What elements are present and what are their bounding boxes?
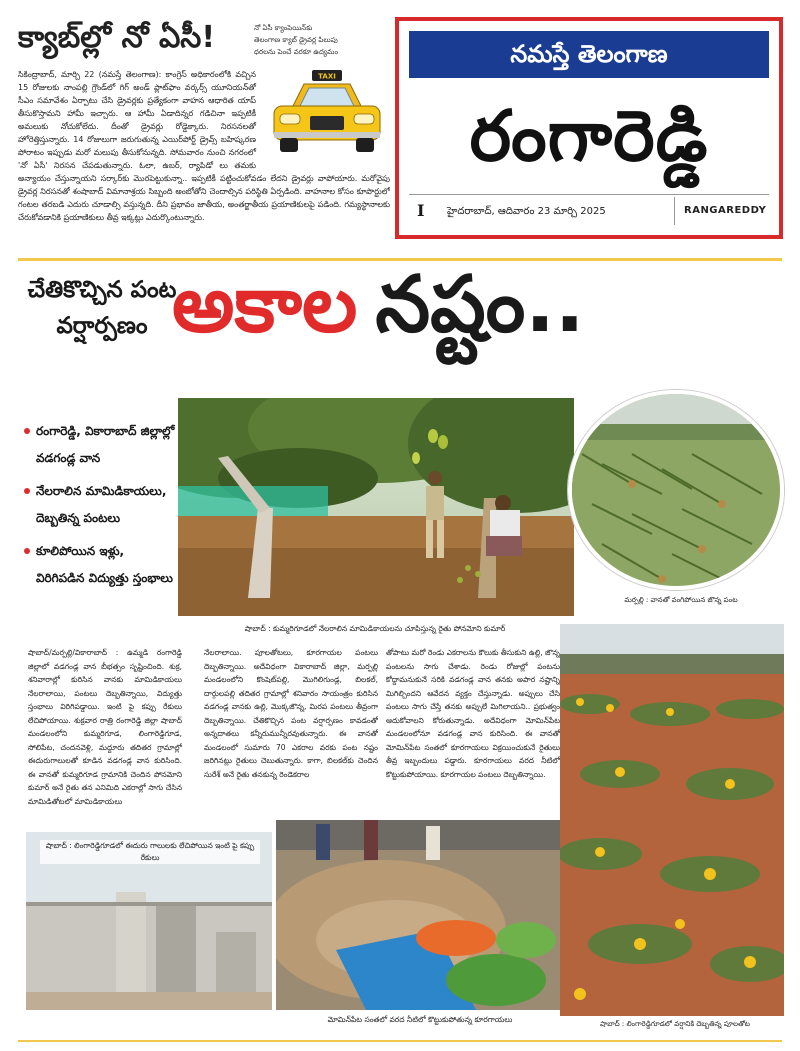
jowar-crop-photo xyxy=(568,390,784,590)
lead-kicker: చేతికొచ్చిన పంట వర్షార్పణం xyxy=(27,277,177,339)
cab-side-line: ధరలను పెంచే వరకూ ఉద్యమం xyxy=(254,48,339,56)
flooded-market-photo xyxy=(276,820,560,1010)
masthead-issue-mark: I xyxy=(417,201,425,220)
lead-bullets xyxy=(24,418,176,598)
masthead-rule xyxy=(409,194,769,195)
mango-orchard-photo xyxy=(178,398,574,616)
bottom-rule xyxy=(18,1040,782,1042)
cab-story-side-notes xyxy=(254,22,384,58)
market-caption: మోమిన్‌పేట సంతలో వరద నీటిలో కొట్టుకుపోతున్న కూరగాయలు xyxy=(327,1015,513,1024)
bullet-item: కూలిపోయిన ఇళ్లు, విరిగిపడిన విద్యుత్తు స్తంభాలు xyxy=(24,538,176,592)
taxi-sign-text: TAXI xyxy=(318,72,336,81)
article-column-2: నేలరాలాయి. పూలతోటలు, కూరగాయల పంటలు దెబ్బతిన్నాయి. అదేవిధంగా వికారాబాద్ జిల్లా, మర్పల్లి మండలంలోని కొంషెట్‌పల్లి, మొగిలిగుండ్ల, బిలకల్, దార్గులపల్లి తదితర గ్రామాల్లో శనివారం సాయంత్రం కురిసిన వడగండ్ల వానకు ఉల్లి, మొక్కజొన్న, మిరప పంటలు తీవ్రంగా దెబ్బతిన్నాయి. చేతికొచ్చిన పంట వర్షార్పణం కావడంతో అన్నదాతలు కన్నీరుమున్నీరవుతున్నారు. ఈ వానతో మండలంలో సుమారు 70 ఎకరాల వరకు పంట నష్టం జరిగినట్లు రైతులు చెబుతున్నారు. కాగా, బిలకల్‌కు చెందిన సురేశ్ అనే రైతు తనకున్న రెండెకరాల xyxy=(204,648,378,779)
masthead xyxy=(395,17,783,239)
flower-caption: షాబాద్ : లింగారెడ్డిగూడలో వర్షానికి దెబ్బతిన్న పూలతోట xyxy=(600,1020,750,1028)
masthead-date-row xyxy=(409,197,769,227)
article-column-1: షాబాద్/మర్పల్లి/వికారాబాద్ : ఉమ్మడి రంగారెడ్డి జిల్లాలో వడగండ్ల వాన బీభత్సం సృష్టించింది. శుక్ర, శనివారాల్లో కురిసిన వానకు మామిడికాయలు నేలరాలాయి, పంటలు దెబ్బతిన్నాయి, విద్యుత్తు స్తంభాలు విరిగిపడ్డాయి. ఇంటి పై కప్పు రేకులు లేచిపోయాయి. శుక్రవార రాత్రి రంగారెడ్డి జిల్లా షాబాద్ మండలంలోని కుమ్మరిగూడ, లింగారెడ్డిగూడ, సోలిపేట, చందనవెళ్లి, మద్దూరు తదితర గ్రామాల్లో ఈదురుగాలులతో కూడిన వడగండ్ల వాన కురిసింది. ఈ వానతో కుమ్మరిగూడ గ్రామానికి చెందిన పోనమోని కుమార్ అనే రైతు తన ఎనిమిది ఎకరాల్లో సాగు చేసిన మామిడితోటలో మామిడికాయలు xyxy=(28,648,182,806)
mango-caption: షాబాద్ : కుమ్మరిగూడలో నేలరాలిన మామిడికాయలను చూపిస్తున్న రైతు పోనమోని కుమార్ xyxy=(244,624,506,633)
masthead-edition-english: RANGAREDDY xyxy=(684,205,767,216)
cab-story-title: క్యాబ్‌ల్లో నో ఏసీ! xyxy=(18,20,216,55)
taxi-illustration xyxy=(264,68,390,160)
article-column-3: తోపాటు మరో రెండు ఎకరాలను కౌలుకు తీసుకుని ఉల్లి, జొన్న పంటలను సాగు చేశాడు. రెండు రోజుల్లో పంటను కోద్దామనుకునే సరికి వడగండ్ల వాన తనకు అపార నష్టాన్ని మిగిల్చిందని ఆవేదన వ్యక్తం చేస్తున్నాడు. అప్పులు చేసి పంటలు సాగు చేస్తే తనకు అప్పులే మిగిలాయని.. ప్రభుత్వం ఆదుకోవాలని కోరుతున్నాడు. అదేవిధంగా మోమిన్‌పేట మండలంలోనూ వడగండ్ల వాన కురిసింది. ఈ వానతో మోమిన్‌పేట సంతలో కూరగాయలు విక్రయించుకునే రైతులు తీవ్ర ఇబ్బందులు పడ్డారు. కూరగాయలు వరద నీటిలో కొట్టుకుపోయాయి. కూరగాయల పంటలు దెబ్బతిన్నాయి. xyxy=(386,648,560,779)
bullet-item: రంగారెడ్డి, వికారాబాద్ జిల్లాల్లో వడగండ్ల వాన xyxy=(24,418,176,472)
wall-caption: షాబాద్ : లింగారెడ్డిగూడలో ఈదురు గాలులకు లేచిపోయిన ఇంటి పై కప్పు రేకులు xyxy=(40,840,260,864)
cab-side-line: తెలంగాణ క్యాబ్ డ్రైవర్ల పిలుపు xyxy=(254,36,338,44)
headline-black-word: నష్టం.. xyxy=(375,260,585,350)
masthead-separator xyxy=(674,197,675,225)
masthead-edition-name: రంగారెడ్డి xyxy=(469,95,709,177)
masthead-brand: నమస్తే తెలంగాణ xyxy=(409,31,769,78)
flower-field-photo xyxy=(560,624,784,1016)
cab-side-line: నో ఏసీ క్యాంపెయిన్‌కు xyxy=(254,24,313,32)
masthead-date: హైదరాబాద్, ఆదివారం 23 మార్చి 2025 xyxy=(447,206,606,217)
bullet-item: నేలరాలిన మామిడికాయలు, దెబ్బతిన్న పంటలు xyxy=(24,478,176,532)
jowar-caption: మర్పల్లి : వానతో వంగిపోయిన జొన్న పంట xyxy=(624,596,738,604)
lead-headline xyxy=(172,260,792,390)
cab-story-body xyxy=(18,68,390,252)
cab-story-text: సికింద్రాబాద్, మార్చి 22 (నమస్తే తెలంగాణ): కాంగ్రెస్ అధికారంలోకి వచ్చిన 15 రోజులకు నాంపల్లి గ్రౌండ్‌లో గిగ్ అండ్ ప్లాట్‌ఫాం వర్కర్స్ యూనియన్‌తో సీఎం సమావేశం ఏర్పాటు చేసి డ్రైవర్లకు ప్రత్యేకంగా వాహన ఆధారిత యాప్ తీసుకొస్తామని హామీ ఇచ్చారు. ఆ హామీ ఏడాదిన్నర గడిచినా ఇప్పటికీ అమలుకు నోచుకోలేదు. దీంతో డ్రైవర్లు రోడ్డెక్కారు. నిరసనలతో హోరెత్తిస్తున్నారు. 14 రోజులుగా జరుగుతున్న ఎయిర్‌పోర్ట్ డ్రైవ్స్ బహిష్కరణ పోరాటం ఇప్పుడు మరో మలుపు తీసుకోనున్నది. సోమవారం నుంచి నగరంలో 'నో ఏసీ' నిరసన చేపడుతున్నారు. ఓలా, ఉబర్, ర్యాపిడో లు తమకు అన్యాయం చేస్తున్నాయని సర్కార్‌కు మొరపెట్టుకున్నా.. ఇప్పటికీ పట్టించుకోవడం లేదని డ్రైవర్లు వాపోయారు. మరోవైపు డ్రైవర్ల నిరసనతో శంషాబాద్ విమానాశ్రయ సిబ్బంది అంబోతోని చెందాల్సిన పరిస్థితి ఏర్పడింది. వాహనాల కోసం కూపొర్టులో గంటల తరబడి ఎదురు చూడాల్సి వస్తున్నది. దీని ప్రభావం జాతీయ, అంతర్జాతీయ ప్రయాణికులపై పడింది. గమ్యస్థానాలకు చేరుకోవడానికి ప్రయాణికులు తీవ్ర ఇక్కట్లు ఎదుర్కొంటున్నారు. xyxy=(18,70,390,222)
headline-red-word: అకాల xyxy=(172,260,358,350)
